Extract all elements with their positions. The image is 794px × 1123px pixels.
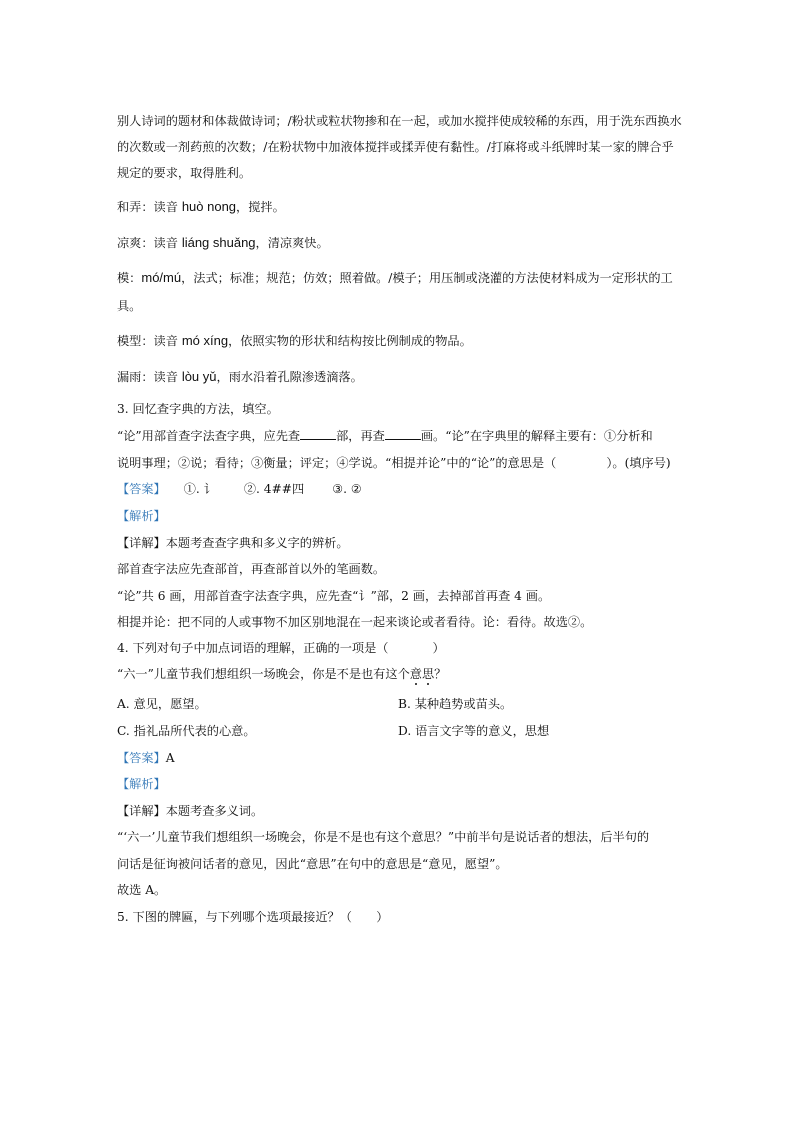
fill-blank <box>385 428 421 440</box>
q3-explanation: 相提并论：把不同的人或事物不加区别地混在一起来谈论或者看待。论：看待。故选②。 <box>117 615 593 629</box>
q3-detail: 【详解】本题考查查字典和多义字的辨析。 <box>117 536 349 550</box>
pinyin: mó/mú <box>141 270 182 285</box>
q4-option-c: C. 指礼品所代表的心意。 <box>117 724 256 738</box>
q3-answer: 【答案】 ①. 讠 ②. 4##四 ③. ② <box>117 482 362 496</box>
q5-title: 5. 下图的牌匾，与下列哪个选项最接近？（ ） <box>117 910 389 924</box>
q3-explanation: 部首查字法应先查部首，再查部首以外的笔画数。 <box>117 562 386 576</box>
q4-option-b: B. 某种趋势或苗头。 <box>398 697 513 711</box>
paragraph-line: 别人诗词的题材和体裁做诗词；/粉状或粒状物掺和在一起，或加水搅拌使成较稀的东西，用于洗东西换水 <box>117 114 682 128</box>
q4-explanation: 问话是征询被问话者的意见，因此“意思”在句中的意思是“意见，愿望”。 <box>117 857 508 871</box>
answer-tag: 【答案】 <box>117 751 166 765</box>
entry-mo: 模：mó/mú，法式；标准；规范；仿效；照着做。/模子；用压制或浇灌的方法使材料成为一定形状的工 <box>117 270 673 285</box>
dotted-char: 思 <box>421 667 435 681</box>
q4-option-d: D. 语言文字等的意义，思想 <box>398 724 550 738</box>
q3-body-line: 说明事理；②说；看待；③衡量；评定；④学说。“相提并论”中的“论”的意思是（ ）。(填序号) <box>117 456 671 470</box>
pinyin: lòu yǔ <box>181 369 217 384</box>
q4-title: 4. 下列对句子中加点词语的理解，正确的一项是（ ） <box>117 641 445 655</box>
q4-sentence: “六一”儿童节我们想组织一场晚会，你是不是也有这个意思？ <box>117 667 447 681</box>
q4-explanation: “‘六一’儿童节我们想组织一场晚会，你是不是也有这个意思？”中前半句是说话者的想法，后半句的 <box>117 830 650 844</box>
paragraph-line: 规定的要求，取得胜利。 <box>117 166 252 180</box>
q4-answer: 【答案】A <box>117 751 175 765</box>
dotted-char: 意 <box>409 667 422 681</box>
q3-title: 3. 回忆查字典的方法，填空。 <box>117 402 279 416</box>
q3-body-line: “论”用部首查字法查字典，应先查 部，再查 画。“论”在字典里的解释主要有：①分析和 <box>117 429 653 443</box>
analysis-tag: 【解析】 <box>117 509 166 523</box>
pinyin: huò nong <box>181 199 237 214</box>
fill-blank <box>300 428 336 440</box>
answer-tag: 【答案】 <box>117 482 166 496</box>
q4-explanation: 故选 A。 <box>117 883 167 897</box>
analysis-tag: 【解析】 <box>117 777 166 791</box>
paragraph-line: 的次数或一剂药煎的次数；/在粉状物中加液体搅拌或揉弄使有黏性。/打麻将或斗纸牌时某一家的牌合乎 <box>117 140 674 154</box>
entry-huonong: 和弄：读音 huò nong，搅拌。 <box>117 199 285 214</box>
entry-louyu: 漏雨：读音 lòu yǔ，雨水沿着孔隙渗透滴落。 <box>117 369 363 384</box>
entry-moxing: 模型：读音 mó xíng，依照实物的形状和结构按比例制成的物品。 <box>117 333 472 348</box>
pinyin: mó xíng <box>181 333 229 348</box>
entry-mo-cont: 具。 <box>117 299 142 313</box>
q4-detail: 【详解】本题考查多义词。 <box>117 804 264 818</box>
entry-liangshuang: 凉爽：读音 liáng shuǎng，清凉爽快。 <box>117 235 329 250</box>
q3-explanation: “论”共 6 画，用部首查字法查字典，应先查“讠”部，2 画，去掉部首再查 4 画。 <box>117 589 551 603</box>
q4-option-a: A. 意见，愿望。 <box>117 697 207 711</box>
pinyin: liáng shuǎng <box>181 235 256 250</box>
